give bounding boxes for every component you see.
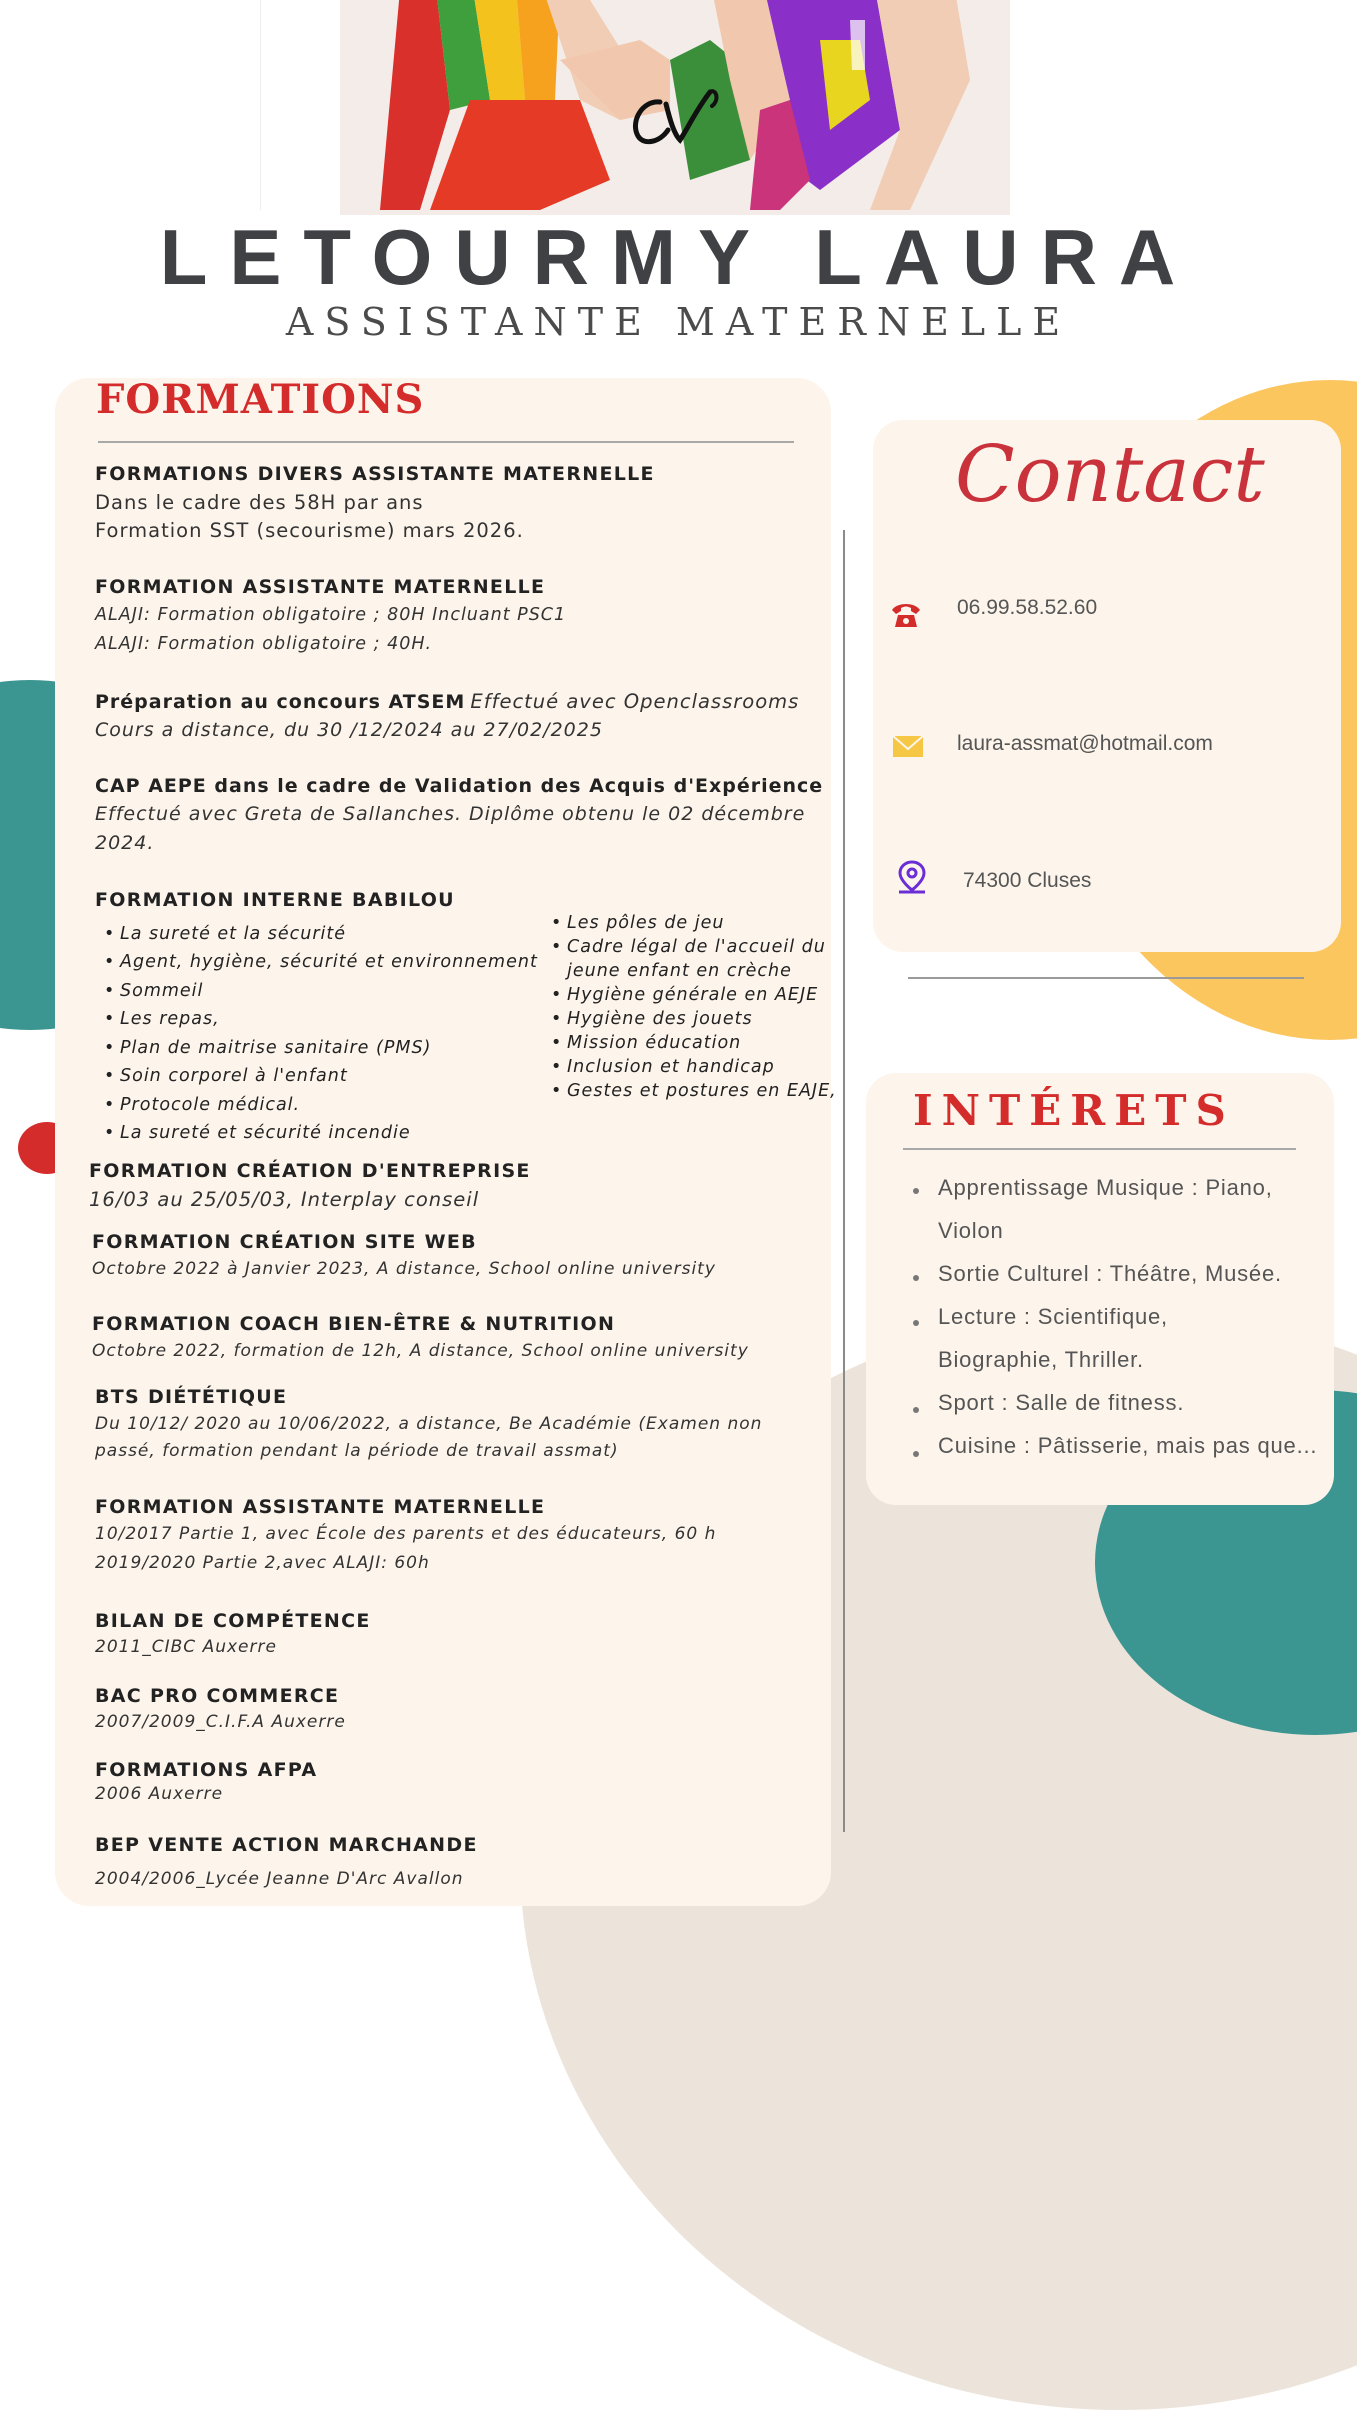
contact-rule: [908, 977, 1304, 979]
babilou-item: • Plan de maitrise sanitaire (PMS): [120, 1038, 431, 1058]
formation-detail: 2007/2009_C.I.F.A Auxerre: [95, 1712, 346, 1732]
bullet-dot: [913, 1188, 919, 1194]
formation-detail: 16/03 au 25/05/03, Interplay conseil: [89, 1188, 480, 1211]
babilou-item: • Hygiène générale en AEJE: [567, 985, 818, 1005]
formation-provider: Effectué avec Openclassrooms: [470, 690, 800, 713]
formation-detail: 2004/2006_Lycée Jeanne D'Arc Avallon: [95, 1869, 464, 1889]
header-divider: [260, 0, 261, 210]
babilou-item: • Gestes et postures en EAJE,: [567, 1081, 837, 1101]
formation-heading: BEP VENTE ACTION MARCHANDE: [95, 1834, 478, 1856]
formation-detail: 2019/2020 Partie 2,avec ALAJI: 60h: [95, 1553, 430, 1573]
formation-heading: BILAN DE COMPÉTENCE: [95, 1610, 371, 1632]
cv-logo: [620, 70, 730, 160]
interets-rule: [903, 1148, 1296, 1150]
contact-phone[interactable]: 06.99.58.52.60: [957, 596, 1098, 619]
formation-detail: Du 10/12/ 2020 au 10/06/2022, a distance, Be Académie (Examen non: [95, 1414, 763, 1434]
formation-heading: BAC PRO COMMERCE: [95, 1685, 340, 1707]
interest-item: Lecture : Scientifique,: [938, 1304, 1168, 1329]
formation-heading: Préparation au concours ATSEM: [95, 691, 466, 713]
person-name: LETOURMY LAURA: [159, 213, 1198, 301]
contact-title: Contact: [955, 430, 1265, 520]
formation-detail: Effectué avec Greta de Sallanches. Diplôme obtenu le 02 décembre: [95, 803, 806, 825]
formation-detail: Octobre 2022 à Janvier 2023, A distance, School online university: [92, 1259, 716, 1279]
formation-detail: Dans le cadre des 58H par ans: [95, 491, 424, 514]
job-title: ASSISTANTE MATERNELLE: [285, 300, 1072, 344]
formation-detail: Cours a distance, du 30 /12/2024 au 27/02/2025: [95, 719, 603, 741]
formation-detail: 10/2017 Partie 1, avec École des parents et des éducateurs, 60 h: [95, 1524, 717, 1544]
interest-item: Sortie Culturel : Théâtre, Musée.: [938, 1261, 1282, 1286]
babilou-item: • Hygiène des jouets: [567, 1009, 753, 1029]
formations-rule: [98, 441, 794, 443]
formation-detail: Octobre 2022, formation de 12h, A distance, School online university: [92, 1341, 749, 1361]
formation-heading: FORMATIONS DIVERS ASSISTANTE MATERNELLE: [95, 463, 655, 485]
babilou-item: • Mission éducation: [567, 1033, 741, 1053]
formation-heading: FORMATION INTERNE BABILOU: [95, 889, 455, 911]
babilou-item: • Agent, hygiène, sécurité et environnement: [120, 952, 538, 972]
column-divider: [843, 530, 845, 1832]
map-pin-icon: [895, 860, 929, 894]
formation-detail: ALAJI: Formation obligatoire ; 80H Incluant PSC1: [95, 605, 567, 625]
formation-heading: CAP AEPE dans le cadre de Validation des Acquis d'Expérience: [95, 775, 824, 797]
formation-heading: FORMATION CRÉATION SITE WEB: [92, 1231, 477, 1253]
interest-item: Cuisine : Pâtisserie, mais pas que...: [938, 1433, 1318, 1458]
formation-detail: 2006 Auxerre: [95, 1784, 224, 1804]
babilou-item: • Cadre légal de l'accueil du: [567, 937, 826, 957]
envelope-icon: [891, 730, 925, 764]
bullet-dot: [913, 1275, 919, 1281]
babilou-item: • Soin corporel à l'enfant: [120, 1066, 348, 1086]
bullet-dot: [913, 1320, 919, 1326]
formation-detail: 2011_CIBC Auxerre: [95, 1637, 277, 1657]
formation-heading: BTS DIÉTÉTIQUE: [95, 1386, 288, 1408]
formation-detail: Formation SST (secourisme) mars 2026.: [95, 519, 524, 542]
babilou-item: • Les repas,: [120, 1009, 220, 1029]
interest-item: Violon: [938, 1218, 1004, 1243]
contact-location: 74300 Cluses: [963, 869, 1092, 892]
formation-detail: ALAJI: Formation obligatoire ; 40H.: [95, 634, 433, 654]
formation-detail: passé, formation pendant la période de travail assmat): [95, 1441, 619, 1461]
formation-heading: FORMATION COACH BIEN-ÊTRE & NUTRITION: [92, 1313, 616, 1335]
interest-item: Apprentissage Musique : Piano,: [938, 1175, 1273, 1200]
interest-item: Sport : Salle de fitness.: [938, 1390, 1185, 1415]
formation-heading: FORMATION CRÉATION D'ENTREPRISE: [89, 1160, 531, 1182]
formation-heading: FORMATION ASSISTANTE MATERNELLE: [95, 576, 546, 598]
bullet-dot: [913, 1451, 919, 1457]
babilou-item: • Protocole médical.: [120, 1095, 300, 1115]
phone-icon: [889, 598, 923, 632]
babilou-item: • Sommeil: [120, 981, 203, 1001]
interest-item: Biographie, Thriller.: [938, 1347, 1144, 1372]
bullet-dot: [913, 1407, 919, 1413]
babilou-item-continued: jeune enfant en crèche: [567, 961, 792, 981]
contact-email[interactable]: laura-assmat@hotmail.com: [957, 732, 1213, 755]
babilou-item: • Les pôles de jeu: [567, 913, 724, 933]
interets-title: INTÉRETS: [913, 1086, 1235, 1135]
babilou-item: • La sureté et la sécurité: [120, 924, 346, 944]
formation-heading-line: [95, 690, 799, 713]
formation-detail: 2024.: [95, 832, 155, 854]
formation-heading: FORMATIONS AFPA: [95, 1759, 318, 1781]
babilou-item: • Inclusion et handicap: [567, 1057, 775, 1077]
formations-title: FORMATIONS: [96, 376, 425, 423]
babilou-item: • La sureté et sécurité incendie: [120, 1123, 411, 1143]
formation-heading: FORMATION ASSISTANTE MATERNELLE: [95, 1496, 546, 1518]
